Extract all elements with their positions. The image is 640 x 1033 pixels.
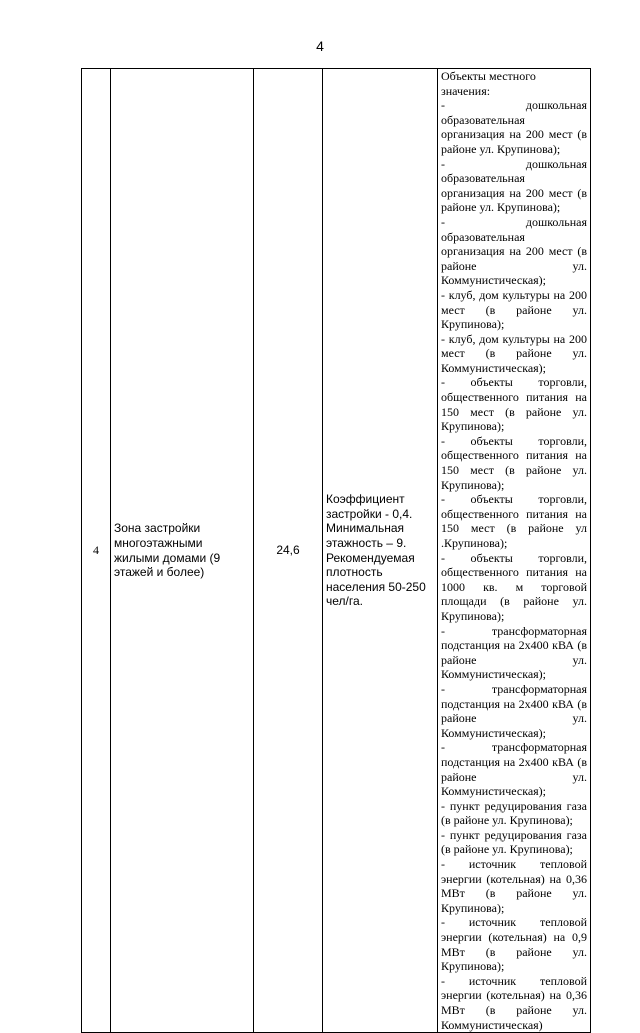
list-item: - трансформаторная подстанция на 2х400 кВА (в районе ул. Коммунистическая);	[441, 623, 587, 682]
zone-parameters-cell: Коэффициент застройки - 0,4. Минимальная этажность – 9. Рекомендуемая плотность населения 50-250 чел/га.	[323, 69, 438, 1033]
list-item: - трансформаторная подстанция на 2х400 кВА (в районе ул. Коммунистическая);	[441, 740, 587, 799]
objects-list	[441, 98, 587, 1032]
list-item: - объекты торговли, общественного питания на 150 мест (в районе ул. Крупинова);	[441, 375, 587, 434]
list-item: - пункт редуцирования газа (в районе ул. Крупинова);	[441, 798, 587, 828]
list-item: - объекты торговли, общественного питания на 150 мест (в районе ул. Крупинова);	[441, 433, 587, 492]
zone-name-cell: Зона застройки многоэтажными жилыми домами (9 этажей и более)	[111, 69, 254, 1033]
local-objects-cell	[438, 69, 591, 1033]
table-row	[82, 69, 591, 1033]
zone-area-cell: 24,6	[254, 69, 323, 1033]
list-item: - пункт редуцирования газа (в районе ул. Крупинова);	[441, 827, 587, 857]
list-item: - источник тепловой энергии (котельная) на 0,9 МВт (в районе ул. Крупинова);	[441, 915, 587, 974]
list-item: - источник тепловой энергии (котельная) на 0,36 МВт (в районе ул. Коммунистическая)	[441, 973, 587, 1032]
list-item: - объекты торговли, общественного питания на 1000 кв. м торговой площади (в районе ул. Крупинова);	[441, 550, 587, 623]
zones-table	[81, 68, 591, 1033]
objects-heading: Объекты местного значения:	[441, 69, 536, 98]
list-item: - клуб, дом культуры на 200 мест (в районе ул. Коммунистическая);	[441, 331, 587, 375]
row-number-cell: 4	[82, 69, 111, 1033]
list-item: - объекты торговли, общественного питания на 150 мест (в районе ул .Крупинова);	[441, 492, 587, 550]
list-item: - источник тепловой энергии (котельная) на 0,36 МВт (в районе ул. Крупинова);	[441, 857, 587, 915]
list-item: - дошкольная образовательная организация на 200 мест (в районе ул. Коммунистическая);	[441, 214, 587, 288]
list-item: - дошкольная образовательная организация на 200 мест (в районе ул. Крупинова);	[441, 156, 587, 215]
list-item: - клуб, дом культуры на 200 мест (в районе ул. Крупинова);	[441, 287, 587, 332]
list-item: - трансформаторная подстанция на 2х400 кВА (в районе ул. Коммунистическая);	[441, 681, 587, 740]
list-item: - дошкольная образовательная организация на 200 мест (в районе ул. Крупинова);	[441, 98, 587, 156]
page-number: 4	[316, 38, 324, 54]
